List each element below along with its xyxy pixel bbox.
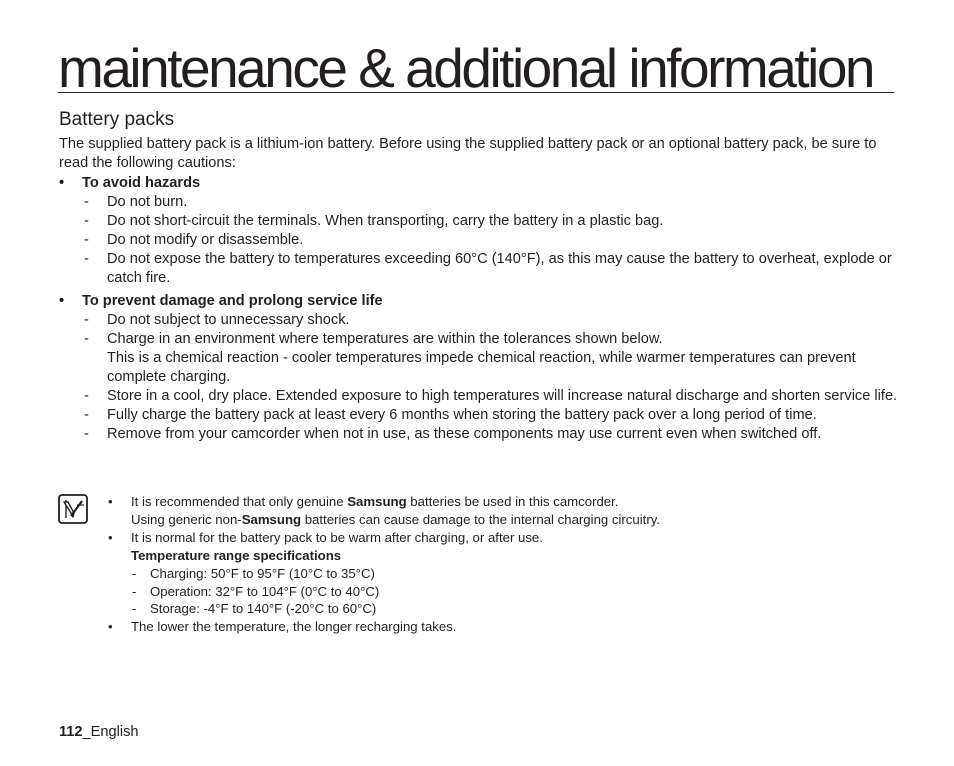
list-item: - Do not modify or disassemble. xyxy=(59,231,899,250)
note-text: It is recommended that only genuine xyxy=(131,494,348,509)
hazards-heading: • To avoid hazards xyxy=(59,174,899,193)
list-item: - Store in a cool, dry place. Extended exposure to high temperatures will increase natural discharge and shorten service life. xyxy=(59,387,899,406)
notes-section xyxy=(107,493,887,636)
list-item: - Do not burn. xyxy=(59,193,899,212)
note-text: Using generic non- xyxy=(131,511,242,527)
note-pencil-icon xyxy=(58,494,88,524)
list-item-continuation: This is a chemical reaction - cooler temperatures impede chemical reaction, while warmer temperatures can prevent complete charging. xyxy=(107,350,856,385)
brand-name: Samsung xyxy=(347,494,407,509)
intro-paragraph: The supplied battery pack is a lithium-ion battery. Before using the supplied battery pack or an optional battery pack, be sure to read the following cautions: xyxy=(59,136,877,171)
spec-item: - Storage: -4°F to 140°F (-20°C to 60°C) xyxy=(131,600,887,618)
damage-section xyxy=(59,292,899,444)
notes-list xyxy=(107,493,887,636)
list-item xyxy=(59,330,899,387)
spec-list xyxy=(131,565,887,619)
note-text: batteries can cause damage to the internal charging circuitry. xyxy=(301,511,661,527)
page-title: maintenance & additional information xyxy=(58,38,894,93)
spec-item: - Charging: 50°F to 95°F (10°C to 35°C) xyxy=(131,565,887,583)
footer-language: _English xyxy=(82,724,139,740)
page-footer xyxy=(59,723,139,742)
damage-list xyxy=(59,311,899,444)
list-item: - Do not subject to unnecessary shock. xyxy=(59,311,899,330)
hazards-section xyxy=(59,174,899,288)
spec-item: - Operation: 32°F to 104°F (0°C to 40°C) xyxy=(131,583,887,601)
spec-heading: Temperature range specifications xyxy=(131,547,342,563)
list-item-text: Charge in an environment where temperatures are within the tolerances shown below. xyxy=(107,331,663,347)
note-item: • The lower the temperature, the longer recharging takes. xyxy=(107,618,887,636)
section-heading: Battery packs xyxy=(59,109,175,130)
damage-heading: • To prevent damage and prolong service life xyxy=(59,292,899,311)
list-item: - Do not short-circuit the terminals. When transporting, carry the battery in a plastic bag. xyxy=(59,212,899,231)
note-item xyxy=(107,493,887,529)
list-item: - Do not expose the battery to temperatures exceeding 60°C (140°F), as this may cause the battery to overheat, explode or catch fire. xyxy=(59,250,899,288)
list-item: - Remove from your camcorder when not in use, as these components may use current even when switched off. xyxy=(59,425,899,444)
brand-name: Samsung xyxy=(241,511,302,527)
note-text: It is normal for the battery pack to be warm after charging, or after use. xyxy=(131,529,543,545)
page-number: 112 xyxy=(59,724,83,740)
list-item: - Fully charge the battery pack at least every 6 months when storing the battery pack over a long period of time. xyxy=(59,406,899,425)
note-text: batteries be used in this camcorder. xyxy=(406,494,619,509)
note-item xyxy=(107,529,887,619)
hazards-list xyxy=(59,193,899,288)
